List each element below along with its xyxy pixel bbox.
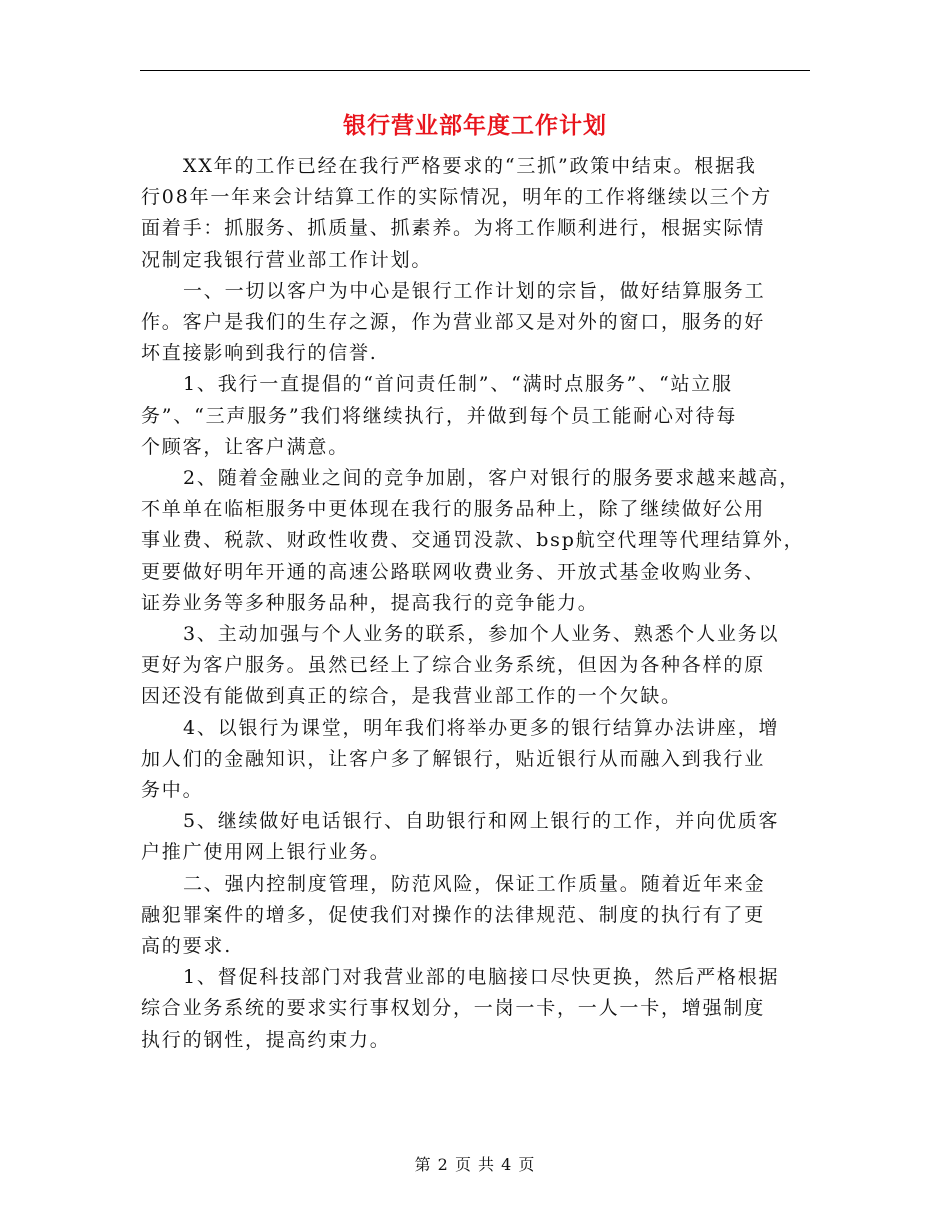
text-line: 加人们的金融知识，让客户多了解银行，贴近银行从而融入到我行业: [141, 747, 766, 770]
text-line: 综合业务系统的要求实行事权划分，一岗一卡，一人一卡，增强制度: [141, 997, 766, 1020]
page-number-footer: 第 2 页 共 4 页: [414, 1155, 536, 1174]
text-line: 3、主动加强与个人业务的联系，参加个人业务、熟悉个人业务以: [183, 623, 780, 646]
paragraph-7: [141, 806, 813, 868]
text-line: 不单单在临柜服务中更体现在我行的服务品种上，除了继续做好公用: [141, 498, 766, 521]
text-line: 融犯罪案件的增多，促使我们对操作的法律规范、制度的执行有了更: [141, 903, 766, 926]
paragraph-4: [141, 463, 813, 619]
text-line: 务”、“三声服务”我们将继续执行，并做到每个员工能耐心对待每: [141, 404, 738, 427]
paragraph-8: [141, 869, 813, 963]
text-line: 作。客户是我们的生存之源，作为营业部又是对外的窗口，服务的好: [141, 311, 766, 334]
paragraph-9: [141, 962, 813, 1056]
text-line: 行08年一年来会计结算工作的实际情况，明年的工作将继续以三个方: [141, 186, 772, 209]
document-body: [141, 151, 813, 1056]
paragraph-3: [141, 369, 813, 463]
header-rule: [140, 70, 810, 71]
text-line: 执行的钢性，提高约束力。: [141, 1028, 391, 1051]
text-line: 事业费、税款、财政性收费、交通罚没款、bsp航空代理等代理结算外，: [141, 529, 805, 552]
document-title: 银行营业部年度工作计划: [343, 113, 607, 139]
text-line: 5、继续做好电话银行、自助银行和网上银行的工作，并向优质客: [183, 810, 780, 833]
text-line: 务中。: [141, 779, 204, 802]
text-line: 个顾客，让客户满意。: [141, 435, 350, 458]
text-line: XX年的工作已经在我行严格要求的“三抓”政策中结束。根据我: [183, 155, 757, 177]
text-line: 证券业务等多种服务品种，提高我行的竞争能力。: [141, 591, 599, 614]
text-line: 户推广使用网上银行业务。: [141, 841, 391, 864]
text-line: 因还没有能做到真正的综合，是我营业部工作的一个欠缺。: [141, 685, 682, 708]
text-line: 4、以银行为课堂，明年我们将举办更多的银行结算办法讲座，增: [183, 716, 780, 739]
text-line: 面着手：抓服务、抓质量、抓素养。为将工作顺利进行，根据实际情: [141, 217, 766, 240]
text-line: 1、我行一直提倡的“首问责任制”、“满时点服务”、“站立服: [183, 373, 733, 396]
text-line: 1、督促科技部门对我营业部的电脑接口尽快更换，然后严格根据: [183, 966, 780, 989]
paragraph-5: [141, 619, 813, 713]
text-line: 高的要求.: [141, 935, 233, 958]
text-line: 坏直接影响到我行的信誉.: [141, 342, 378, 365]
paragraph-1: [141, 151, 813, 276]
text-line: 二、强内控制度管理，防范风险，保证工作质量。随着近年来金: [183, 872, 766, 895]
text-line: 更要做好明年开通的高速公路联网收费业务、开放式基金收购业务、: [141, 560, 766, 583]
text-line: 况制定我银行营业部工作计划。: [141, 248, 433, 271]
paragraph-2: [141, 276, 813, 370]
text-line: 一、一切以客户为中心是银行工作计划的宗旨，做好结算服务工: [183, 279, 766, 302]
text-line: 更好为客户服务。虽然已经上了综合业务系统，但因为各种各样的原: [141, 654, 766, 677]
paragraph-6: [141, 713, 813, 807]
text-line: 2、随着金融业之间的竞争加剧，客户对银行的服务要求越来越高，: [183, 467, 801, 490]
